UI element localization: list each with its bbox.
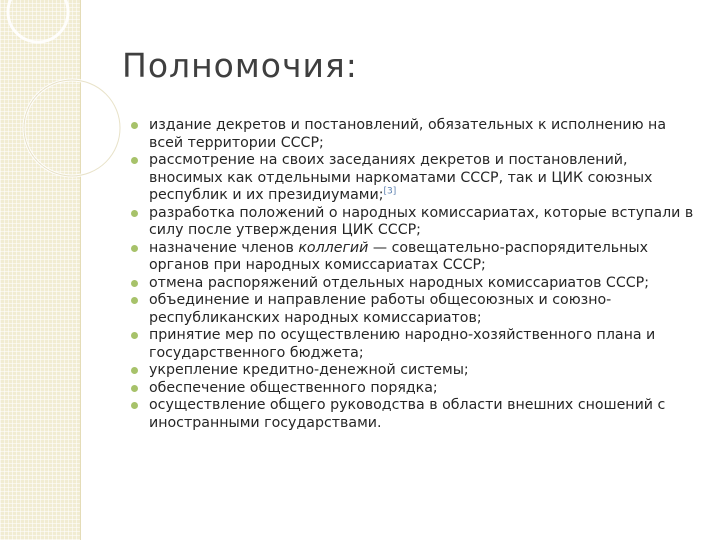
item-text: принятие мер по осуществлению народно-хозяйственного плана и государственного бюджета; xyxy=(149,327,656,361)
item-text: назначение членов xyxy=(149,239,299,256)
list-item xyxy=(131,275,696,293)
reference-link[interactable]: [3] xyxy=(383,186,397,197)
list-item xyxy=(131,292,696,327)
list-item xyxy=(131,152,696,205)
bullet-icon xyxy=(131,210,138,217)
bullet-icon xyxy=(131,157,138,164)
bullet-icon xyxy=(131,245,138,252)
bullet-icon xyxy=(131,402,138,409)
item-emphasis: коллегий xyxy=(298,239,369,256)
item-text: укрепление кредитно-денежной системы; xyxy=(149,362,469,378)
bullet-list xyxy=(131,117,696,432)
decorative-circles-icon xyxy=(0,0,140,200)
item-text: рассмотрение на своих заседаниях декретов и постановлений, вносимых как отдельными наркоматами СССР, так и ЦИК союзных республик и их президиумами; xyxy=(149,152,653,203)
bullet-icon xyxy=(131,367,138,374)
list-item xyxy=(131,240,696,275)
list-item xyxy=(131,327,696,362)
item-text: разработка положений о народных комиссариатах, которые вступали в силу после утверждения ЦИК СССР; xyxy=(149,204,694,238)
item-text: объединение и направление работы общесоюзных и союзно-республиканских народных комиссариатов; xyxy=(149,292,612,326)
list-item xyxy=(131,117,696,152)
bullet-icon xyxy=(131,280,138,287)
item-text: осуществление общего руководства в области внешних сношений с иностранными государствами. xyxy=(149,397,666,431)
bullet-icon xyxy=(131,297,138,304)
item-text: — совещательно-распорядительных органов при народных комиссариатах СССР; xyxy=(149,239,649,273)
item-text: обеспечение общественного порядка; xyxy=(149,379,438,396)
list-item xyxy=(131,362,696,380)
list-item xyxy=(131,205,696,240)
list-item xyxy=(131,380,696,398)
list-item xyxy=(131,397,696,432)
bullet-icon xyxy=(131,332,138,339)
slide-title: Полномочия: xyxy=(122,46,358,85)
item-text: издание декретов и постановлений, обязательных к исполнению на всей территории СССР; xyxy=(149,117,667,151)
item-text: отмена распоряжений отдельных народных комиссариатов СССР; xyxy=(149,274,649,291)
bullet-icon xyxy=(131,122,138,129)
bullet-icon xyxy=(131,385,138,392)
